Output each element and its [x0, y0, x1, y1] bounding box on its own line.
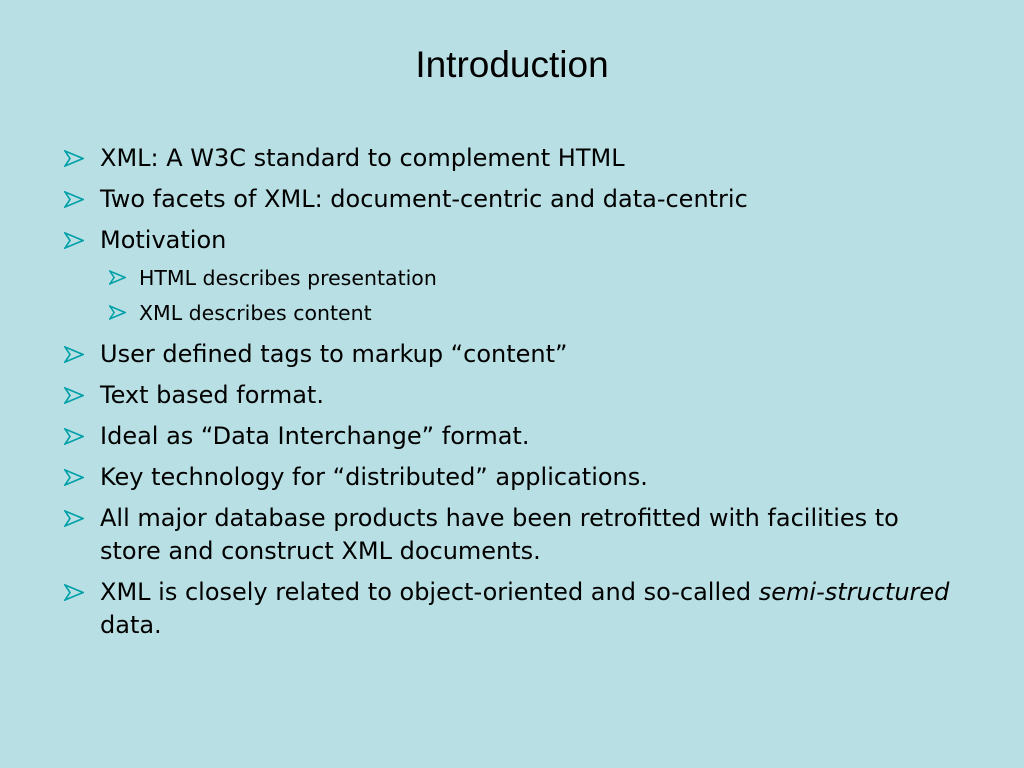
sub-bullet-item [109, 263, 964, 293]
bullet-list [64, 142, 964, 650]
arrow-bullet-icon [64, 428, 84, 445]
bullet-text: Two facets of XML: document-centric and data-centric [100, 185, 748, 213]
arrow-bullet-icon [64, 346, 84, 363]
bullet-text: HTML describes presentation [139, 266, 437, 290]
arrow-bullet-icon [109, 305, 126, 320]
slide-title: Introduction [415, 44, 609, 85]
arrow-bullet-icon [64, 191, 84, 208]
arrow-bullet-icon [64, 510, 84, 527]
bullet-text: Key technology for “distributed” applications. [100, 463, 648, 491]
bullet-text-italic: semi-structured [758, 578, 950, 606]
arrow-bullet-icon [64, 584, 84, 601]
bullet-text: Text based format. [100, 381, 324, 409]
bullet-item [64, 379, 964, 412]
bullet-item [64, 576, 964, 642]
bullet-text: Motivation [100, 226, 227, 254]
bullet-item [64, 142, 964, 175]
bullet-text-before: XML is closely related to object-oriented and so-called [100, 578, 759, 606]
arrow-bullet-icon [109, 270, 126, 285]
bullet-item [64, 338, 964, 371]
sub-bullet-item [109, 298, 964, 328]
arrow-bullet-icon [64, 150, 84, 167]
bullet-text: User defined tags to markup “content” [100, 340, 568, 368]
bullet-text: Ideal as “Data Interchange” format. [100, 422, 530, 450]
arrow-bullet-icon [64, 232, 84, 249]
arrow-bullet-icon [64, 469, 84, 486]
bullet-item [64, 224, 964, 257]
arrow-bullet-icon [64, 387, 84, 404]
bullet-item [64, 502, 964, 568]
bullet-text: XML describes content [139, 301, 372, 325]
bullet-text: XML: A W3C standard to complement HTML [100, 144, 625, 172]
bullet-item [64, 461, 964, 494]
bullet-text-after: data. [100, 611, 162, 639]
bullet-item [64, 183, 964, 216]
bullet-text: All major database products have been retrofitted with facilities to store and construct XML documents. [100, 504, 899, 565]
bullet-item [64, 420, 964, 453]
